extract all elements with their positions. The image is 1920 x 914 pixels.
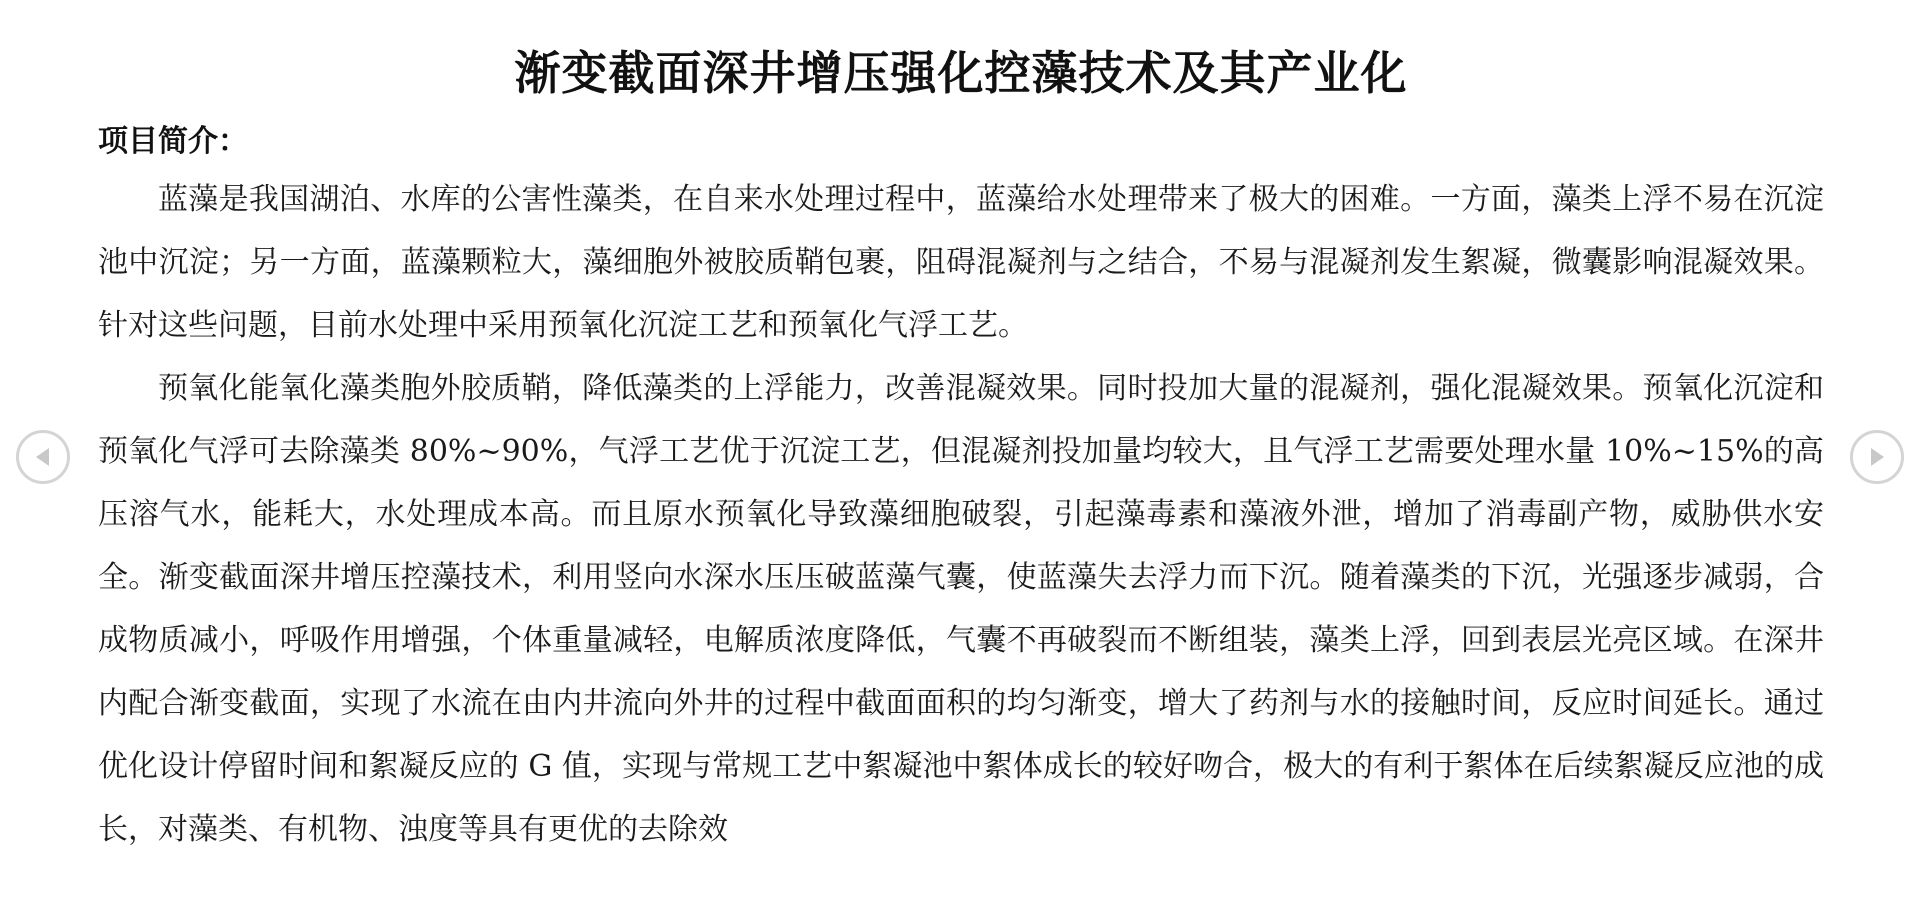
previous-page-button[interactable]	[16, 430, 70, 484]
paragraph-2: 预氧化能氧化藻类胞外胶质鞘，降低藻类的上浮能力，改善混凝效果。同时投加大量的混凝剂，强化混凝效果。预氧化沉淀和预氧化气浮可去除藻类 80%~90%，气浮工艺优于沉淀工艺，但混凝剂投加量均较大，且气浮工艺需要处理水量 10%~15%的高压溶气水，能耗大，水处理成本高。而且原水预氧化导致藻细胞破裂，引起藻毒素和藻液外泄，增加了消毒副产物，威胁供水安全。渐变截面深井增压控藻技术，利用竖向水深水压压破蓝藻气囊，使蓝藻失去浮力而下沉。随着藻类的下沉，光强逐步减弱，合成物质减小，呼吸作用增强，个体重量减轻，电解质浓度降低，气囊不再破裂而不断组装，藻类上浮，回到表层光亮区域。在深井内配合渐变截面，实现了水流在由内井流向外井的过程中截面面积的均匀渐变，增大了药剂与水的接触时间，反应时间延长。通过优化设计停留时间和絮凝反应的 G 值，实现与常规工艺中絮凝池中絮体成长的较好吻合，极大的有利于絮体在后续絮凝反应池的成长，对藻类、有机物、浊度等具有更优的去除效	[98, 371, 1824, 847]
next-page-button[interactable]	[1850, 430, 1904, 484]
chevron-right-icon	[1867, 446, 1887, 468]
section-heading: 项目简介：	[98, 124, 248, 159]
paragraph-1: 蓝藻是我国湖泊、水库的公害性藻类，在自来水处理过程中，蓝藻给水处理带来了极大的困难。一方面，藻类上浮不易在沉淀池中沉淀；另一方面，蓝藻颗粒大，藻细胞外被胶质鞘包裹，阻碍混凝剂与之结合，不易与混凝剂发生絮凝，微囊影响混凝效果。针对这些问题，目前水处理中采用预氧化沉淀工艺和预氧化气浮工艺。	[98, 182, 1824, 343]
chevron-left-icon	[33, 446, 53, 468]
document-page	[98, 30, 1824, 861]
document-title: 渐变截面深井增压强化控藻技术及其产业化	[514, 46, 1408, 100]
